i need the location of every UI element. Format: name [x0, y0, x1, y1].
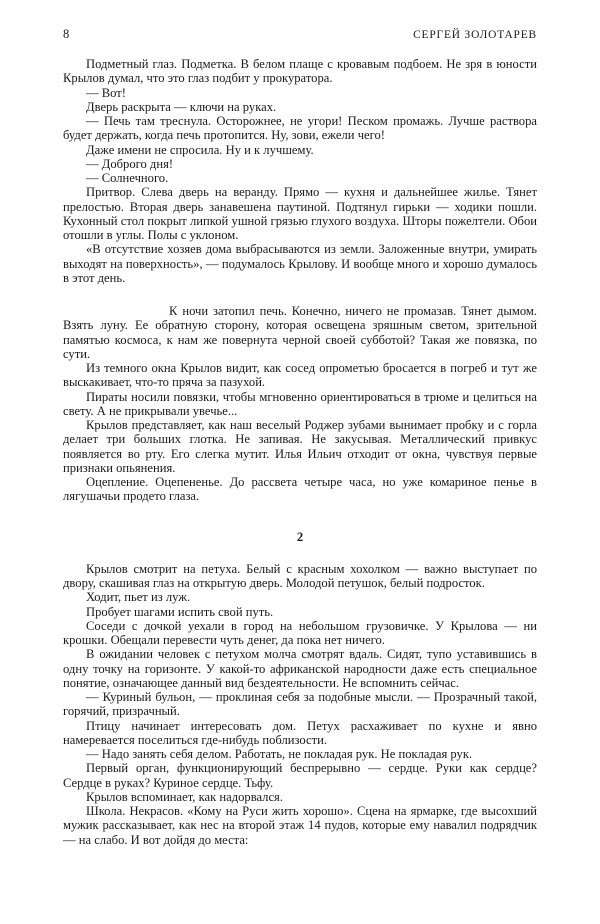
paragraph: — Куриный бульон, — проклиная себя за подобные мысли. — Прозрачный такой, горячий, призрачный. — [63, 690, 537, 719]
paragraph: Крылов представляет, как наш веселый Роджер зубами вынимает пробку и с горла делает три больших глотка. Не запивая. Не закусывая. Металлический привкус появляется во рту. Его слегка мутит. Илья Ильич отходит от окна, чувствуя первые признаки опьянения. — [63, 418, 537, 475]
paragraph: — Печь там треснула. Осторожнее, не угори! Песком промажь. Лучше раствора будет держать, когда печь протопится. Ну, зови, ежели чего! — [63, 114, 537, 143]
paragraph: Дверь раскрыта — ключи на руках. — [86, 99, 277, 114]
paragraph-scene-break: К ночи затопил печь. Конечно, ничего не промазав. Тянет дымом. Взять луну. Ее обратную сторону, которая освещена зряшным светом, зрительной памятью космоса, к нам же повернута черной своей субботой? Такая же повязка, по сути. — [63, 304, 537, 361]
paragraph: Пираты носили повязки, чтобы мгновенно ориентироваться в трюме и целиться на свету. А не прикрывали увечье... — [63, 389, 537, 418]
section-number-heading: 2 — [296, 529, 304, 544]
paragraph: В ожидании человек с петухом молча смотрят вдаль. Сидят, тупо уставившись в одну точку на горизонте. У какой-то африканской народности даже есть специальное понятие, означающее данный вид бездеятельности. Не вспомнить сейчас. — [63, 647, 537, 690]
paragraph: Птицу начинает интересовать дом. Петух расхаживает по кухне и явно намеревается поселиться где-нибудь поблизости. — [63, 718, 537, 747]
paragraph: Пробует шагами испить свой путь. — [86, 604, 274, 619]
paragraph: — Доброго дня! — [86, 156, 174, 171]
paragraph: Крылов смотрит на петуха. Белый с красным хохолком — важно выступает по двору, скашивая глаз на открытую дверь. Молодой петушок, белый подросток. — [63, 561, 537, 590]
paragraph: Даже имени не спросила. Ну и к лучшему. — [86, 142, 314, 157]
paragraph: Из темного окна Крылов видит, как сосед опрометью бросается в погреб и тут же выскакивает, что-то пряча за пазухой. — [63, 361, 537, 390]
paragraph: «В отсутствие хозяев дома выбрасываются из земли. Заложенные внутри, умирать выходят на поверхность», — подумалось Крылову. И вообще много и хорошо думалось в этот день. — [63, 242, 537, 285]
running-head-author: СЕРГЕЙ ЗОЛОТАРЕВ — [413, 29, 537, 41]
paragraph: Притвор. Слева дверь на веранду. Прямо — кухня и дальнейшее жилье. Тянет прелостью. Вторая дверь занавешена паутиной. Подтянул гирьки — ходики пошли. Кухонный стол покрыт липкой ушной грязью глухого воздуха. Шторы пожелтели. Обои отошли в углы. Полы с уклоном. — [63, 185, 537, 242]
paragraph: — Вот! — [86, 85, 126, 100]
paragraph: Школа. Некрасов. «Кому на Руси жить хорошо». Сцена на ярмарке, где высохший мужик рассказывает, как нес на второй этаж 14 пудов, которые ему навалил подрядчик — на слабо. И вот дойдя до места: — [63, 804, 537, 847]
paragraph: — Надо занять себя делом. Работать, не покладая рук. Не покладая рук. — [86, 747, 473, 761]
paragraph: Подметный глаз. Подметка. В белом плаще с кровавым подбоем. Не зря в юности Крылов думал, что это глаз подбит у прокуратора. — [63, 57, 537, 86]
paragraph: Первый орган, функционирующий беспрерывно — сердце. Руки как сердце? Сердце в руках? Куриное сердце. Тьфу. — [63, 761, 537, 790]
paragraph: — Солнечного. — [86, 171, 169, 185]
body-text-block — [63, 57, 537, 847]
running-head — [63, 27, 537, 43]
paragraph: Ходит, пьет из луж. — [86, 590, 191, 605]
paragraph: Крылов вспоминает, как надорвался. — [86, 789, 283, 804]
paragraph: Оцепление. Оцепененье. До рассвета четыре часа, но уже комариное пенье в лягушачьи продето глаза. — [63, 475, 537, 504]
paragraph: Соседи с дочкой уехали в город на небольшом грузовичке. У Крылова — ни крошки. Обещали перевести чуть денег, да пока нет ничего. — [63, 618, 537, 647]
page-number: 8 — [63, 27, 70, 41]
